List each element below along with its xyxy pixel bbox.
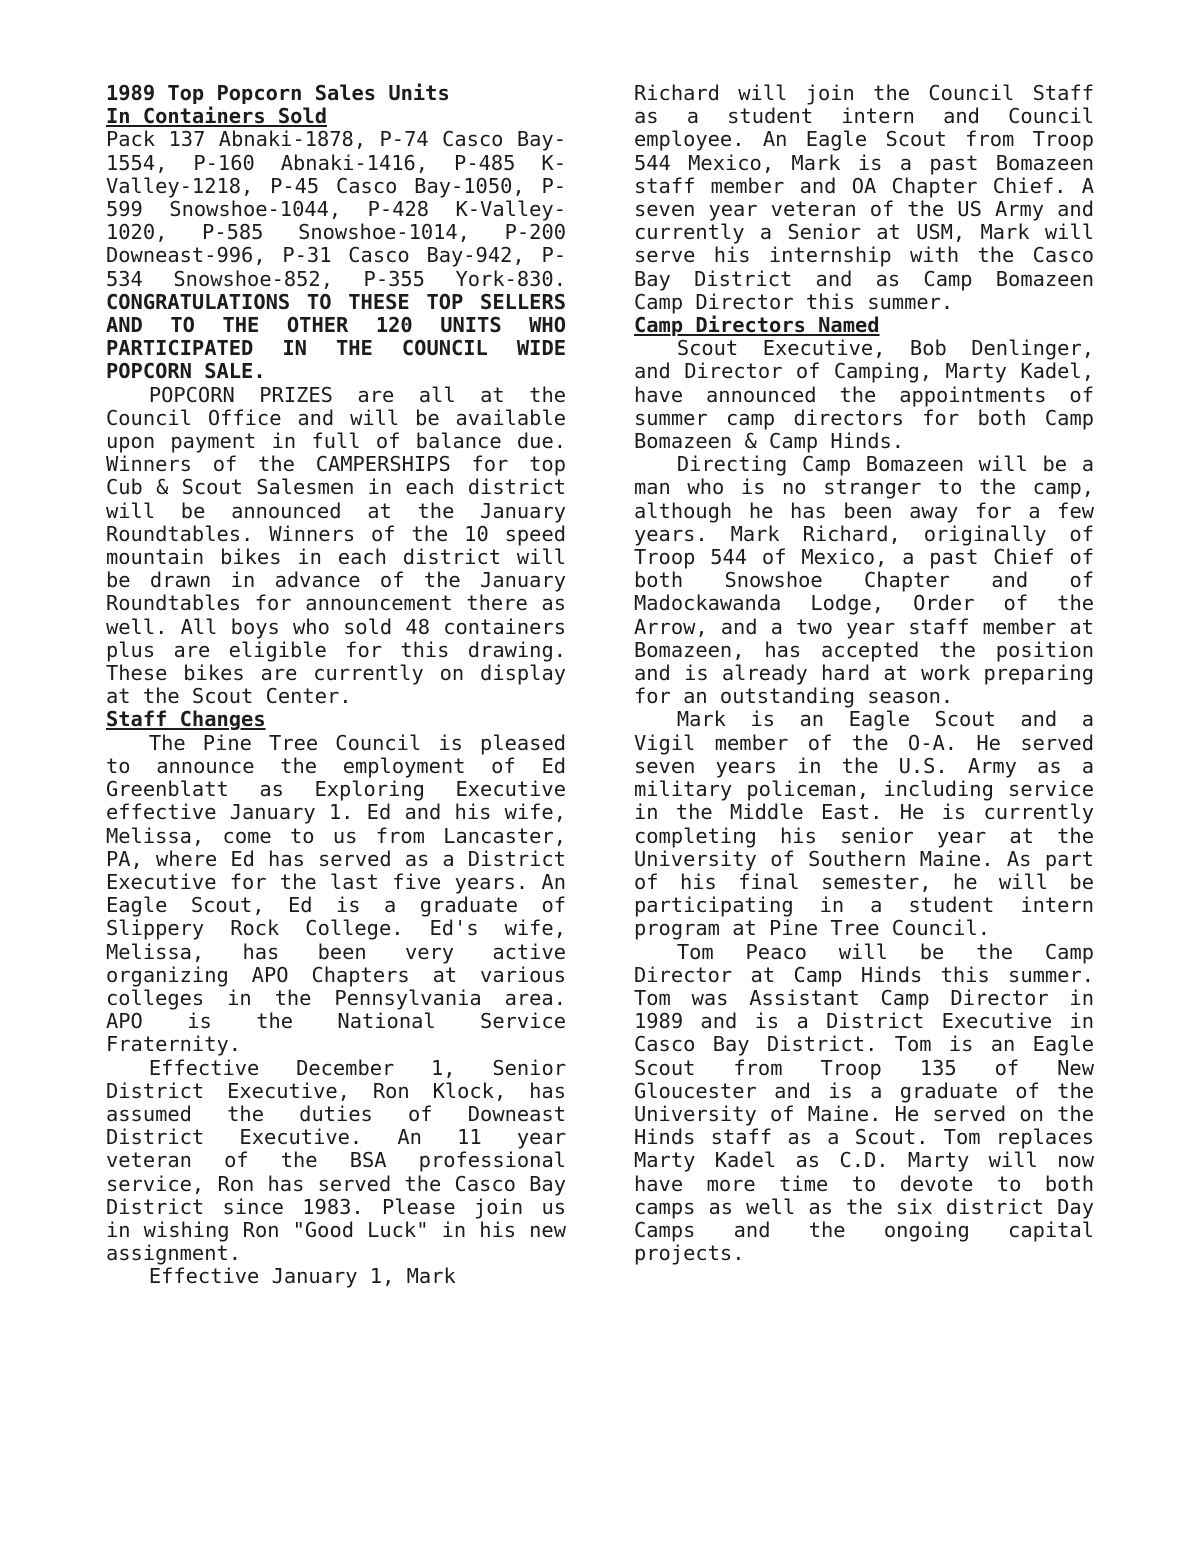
staff-paragraph-greenblatt: The Pine Tree Council is pleased to announce the employment of Ed Greenblatt as Exploring Executive effective January 1. Ed and his wife, Melissa, come to us from Lancaster, PA, where Ed has served as a District Executive for the last five years. An Eagle Scout, Ed is a graduate of Slippery Rock College. Ed's wife, Melissa, has been very active organizing APO Chapters at various colleges in the Pennsylvania area. APO is the National Service Fraternity. <box>106 730 566 1057</box>
heading-staff-changes: Staff Changes <box>106 707 266 732</box>
sales-list: Pack 137 Abnaki-1878, P-74 Casco Bay-1554, P-160 Abnaki-1416, P-485 K-Valley-1218, P-45 Casco Bay-1050, P-599 Snowshoe-1044, P-428 K-Valley-1020, P-585 Snowshoe-1014, P-200 Downeast-996, P-31 Casco Bay-942, P-534 Snowshoe-852, P-355 York-830. <box>106 127 566 291</box>
directors-paragraph-mark-bio: Mark is an Eagle Scout and a Vigil member of the O-A. He served seven years in the U.S. Army as a military policeman, including service in the Middle East. He is currently completing his senior year at the University of Southern Maine. As part of his final semester, he will be participating in a student intern program at Pine Tree Council. <box>634 707 1094 941</box>
left-column <box>106 82 566 1289</box>
article-title: 1989 Top Popcorn Sales Units <box>106 81 450 105</box>
heading-containers-sold: In Containers Sold <box>106 104 327 129</box>
directors-paragraph-announcement: Scout Executive, Bob Denlinger, and Director of Camping, Marty Kadel, have announced the appointments of summer camp directors for both Camp Bomazeen & Camp Hinds. <box>634 336 1094 454</box>
right-column <box>634 82 1094 1265</box>
staff-paragraph-richard-continued: Richard will join the Council Staff as a student intern and Council employee. An Eagle Scout from Troop 544 Mexico, Mark is a past Bomazeen staff member and OA Chapter Chief. A seven year veteran of the US Army and currently a Senior at USM, Mark will serve his internship with the Casco Bay District and as Camp Bomazeen Camp Director this summer. <box>634 81 1094 314</box>
directors-paragraph-bomazeen: Directing Camp Bomazeen will be a man who is no stranger to the camp, although he has been away for a few years. Mark Richard, originally of Troop 544 of Mexico, a past Chief of both Snowshoe Chapter and of Madockawanda Lodge, Order of the Arrow, and a two year staff member at Bomazeen, has accepted the position and is already hard at work preparing for an outstanding season. <box>634 452 1094 709</box>
popcorn-prizes-paragraph: POPCORN PRIZES are all at the Council Office and will be available upon payment in full of balance due. Winners of the CAMPERSHIPS for top Cub & Scout Salesmen in each district will be announced at the January Roundtables. Winners of the 10 speed mountain bikes in each district will be drawn in advance of the January Roundtables for announcement there as well. All boys who sold 48 containers plus are eligible for this drawing. These bikes are currently on display at the Scout Center. <box>106 382 566 709</box>
staff-paragraph-klock: Effective December 1, Senior District Executive, Ron Klock, has assumed the duties of Downeast District Executive. An 11 year veteran of the BSA professional service, Ron has served the Casco Bay District since 1983. Please join us in wishing Ron "Good Luck" in his new assignment. <box>106 1055 566 1266</box>
congratulations-text: CONGRATULATIONS TO THESE TOP SELLERS AND TO THE OTHER 120 UNITS WHO PARTICIPATED IN THE COUNCIL WIDE POPCORN SALE. <box>106 289 566 384</box>
directors-paragraph-hinds: Tom Peaco will be the Camp Director at Camp Hinds this summer. Tom was Assistant Camp Director in 1989 and is a District Executive in Casco Bay District. Tom is an Eagle Scout from Troop 135 of New Gloucester and is a graduate of the University of Maine. He served on the Hinds staff as a Scout. Tom replaces Marty Kadel as C.D. Marty will now have more time to devote to both camps as well as the six district Day Camps and the ongoing capital projects. <box>634 939 1094 1266</box>
sales-paragraph <box>106 128 566 383</box>
heading-camp-directors: Camp Directors Named <box>634 313 880 338</box>
staff-paragraph-richard-start: Effective January 1, Mark <box>148 1264 456 1289</box>
